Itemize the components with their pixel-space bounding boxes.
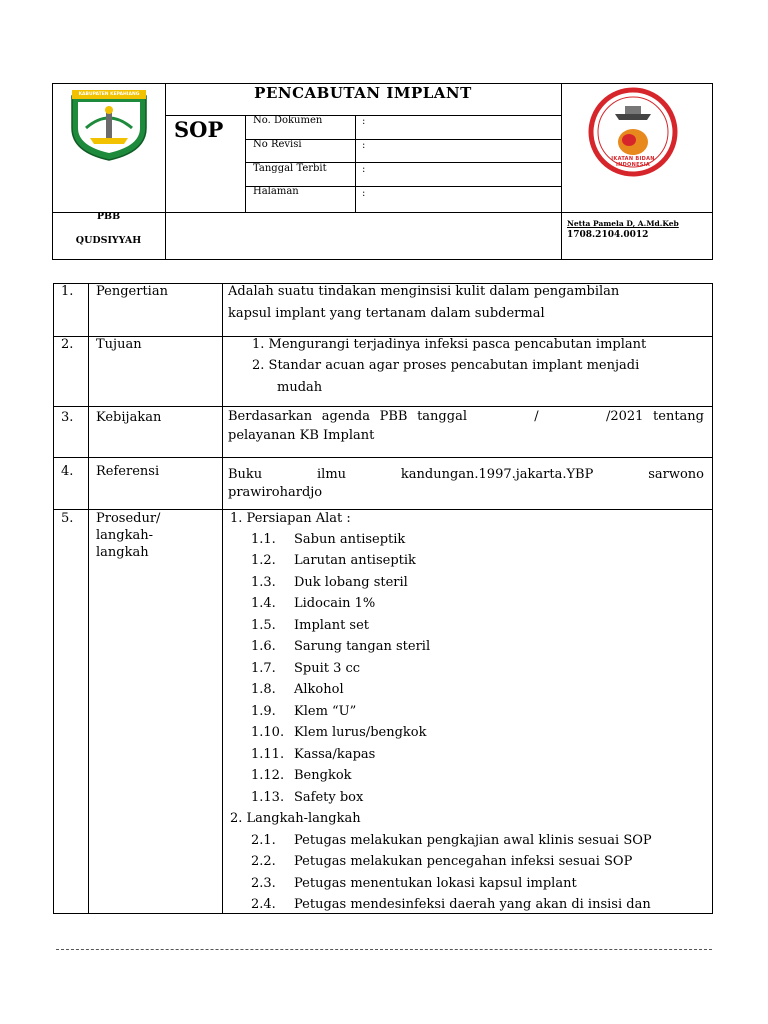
regency-logo bbox=[68, 88, 150, 162]
list-item-number: 1.2. bbox=[251, 553, 276, 568]
section-number: 1. bbox=[61, 284, 74, 299]
signer-name: Netta Pamela D, A.Md.Keb bbox=[567, 219, 679, 228]
doc-field-label: No. Dokumen bbox=[253, 115, 323, 126]
list-item-number: 1.3. bbox=[251, 575, 276, 590]
section-label: Pengertian bbox=[96, 284, 168, 299]
list-item-text: Sabun antiseptik bbox=[294, 532, 406, 547]
doc-label-col-left bbox=[245, 115, 246, 212]
list-item-number: 1.1. bbox=[251, 532, 276, 547]
list-item-text: Duk lobang steril bbox=[294, 575, 408, 590]
doc-field-label: Tanggal Terbit bbox=[253, 163, 327, 174]
section-text: Buku ilmu kandungan.1997.jakarta.YBP sarwono bbox=[228, 467, 704, 482]
list-item-text: Sarung tangan steril bbox=[294, 639, 431, 654]
sop-label: SOP bbox=[174, 117, 224, 142]
section-number: 5. bbox=[61, 511, 74, 526]
list-item-text: Klem lurus/bengkok bbox=[294, 725, 427, 740]
procedure-part-title: 2. Langkah-langkah bbox=[230, 811, 361, 826]
list-item-number: 1.13. bbox=[251, 790, 285, 805]
doc-field-value: : bbox=[362, 188, 366, 199]
list-item-number: 1.6. bbox=[251, 639, 276, 654]
list-item-number: 1.7. bbox=[251, 661, 276, 676]
doc-field-label: No Revisi bbox=[253, 139, 302, 150]
list-item-text: Petugas melakukan pengkajian awal klinis sesuai SOP bbox=[294, 833, 652, 848]
section-number: 3. bbox=[61, 410, 74, 425]
row-divider bbox=[53, 509, 713, 510]
list-item-text: Lidocain 1% bbox=[294, 596, 376, 611]
ibi-logo bbox=[585, 84, 681, 180]
list-item-text: Petugas mendesinfeksi daerah yang akan di insisi dan bbox=[294, 897, 651, 912]
list-item-text: Safety box bbox=[294, 790, 364, 805]
list-item-number: 2.4. bbox=[251, 897, 276, 912]
list-item: mudah bbox=[277, 380, 323, 395]
section-label: Kebijakan bbox=[96, 410, 162, 425]
list-item-number: 1.9. bbox=[251, 704, 276, 719]
list-item-text: Klem “U” bbox=[294, 704, 357, 719]
procedure-part-title: 1. Persiapan Alat : bbox=[230, 511, 351, 526]
list-item-number: 1.11. bbox=[251, 747, 285, 762]
list-item-number: 1.12. bbox=[251, 768, 285, 783]
regency-logo-caption: KABUPATEN KEPAHIANG bbox=[78, 92, 140, 97]
header-divider-left bbox=[165, 83, 166, 260]
list-item-number: 2.1. bbox=[251, 833, 276, 848]
page-break-line bbox=[56, 949, 712, 950]
list-item-text: Kassa/kapas bbox=[294, 747, 376, 762]
page-title: PENCABUTAN IMPLANT bbox=[254, 84, 472, 102]
list-item-text: Spuit 3 cc bbox=[294, 661, 361, 676]
section-label: Tujuan bbox=[96, 337, 142, 352]
section-text: Adalah suatu tindakan menginsisi kulit dalam pengambilan bbox=[228, 284, 620, 299]
row-divider bbox=[53, 457, 713, 458]
ibi-logo-caption: IKATAN BIDAN INDONESIA bbox=[611, 156, 655, 168]
org-line-2: QUDSIYYAH bbox=[75, 235, 142, 246]
content-table bbox=[53, 283, 713, 914]
section-number: 4. bbox=[61, 464, 74, 479]
list-item-number: 1.5. bbox=[251, 618, 276, 633]
label-col-divider bbox=[222, 283, 223, 914]
list-item-text: Alkohol bbox=[294, 682, 344, 697]
section-label: langkah bbox=[96, 545, 149, 560]
section-label: Referensi bbox=[96, 464, 160, 479]
header-divider-right bbox=[561, 83, 562, 260]
section-text: pelayanan KB Implant bbox=[228, 428, 375, 443]
list-item: 1. Mengurangi terjadinya infeksi pasca pencabutan implant bbox=[252, 337, 647, 352]
org-line-1: PBB bbox=[96, 211, 121, 222]
doc-field-label: Halaman bbox=[253, 186, 299, 197]
list-item-text: Implant set bbox=[294, 618, 370, 633]
doc-field-value: : bbox=[362, 140, 366, 151]
list-item-number: 2.2. bbox=[251, 854, 276, 869]
num-col-divider bbox=[88, 283, 89, 914]
section-label: Prosedur/ bbox=[96, 511, 161, 526]
doc-label-col-right bbox=[355, 115, 356, 212]
list-item-text: Larutan antiseptik bbox=[294, 553, 416, 568]
section-number: 2. bbox=[61, 337, 74, 352]
list-item-text: Bengkok bbox=[294, 768, 352, 783]
signer-id: 1708.2104.0012 bbox=[567, 230, 649, 240]
doc-field-value: : bbox=[362, 116, 366, 127]
section-text: Berdasarkan agenda PBB tanggal / /2021 tentang bbox=[228, 409, 704, 424]
list-item-number: 1.10. bbox=[251, 725, 285, 740]
section-label: langkah- bbox=[96, 528, 153, 543]
list-item: 2. Standar acuan agar proses pencabutan implant menjadi bbox=[252, 358, 640, 373]
list-item-number: 1.4. bbox=[251, 596, 276, 611]
list-item-number: 2.3. bbox=[251, 876, 276, 891]
doc-field-value: : bbox=[362, 164, 366, 175]
section-text: prawirohardjo bbox=[228, 485, 323, 500]
list-item-text: Petugas menentukan lokasi kapsul implant bbox=[294, 876, 577, 891]
list-item-text: Petugas melakukan pencegahan infeksi sesuai SOP bbox=[294, 854, 633, 869]
list-item-number: 1.8. bbox=[251, 682, 276, 697]
section-text: kapsul implant yang tertanam dalam subdermal bbox=[228, 306, 545, 321]
